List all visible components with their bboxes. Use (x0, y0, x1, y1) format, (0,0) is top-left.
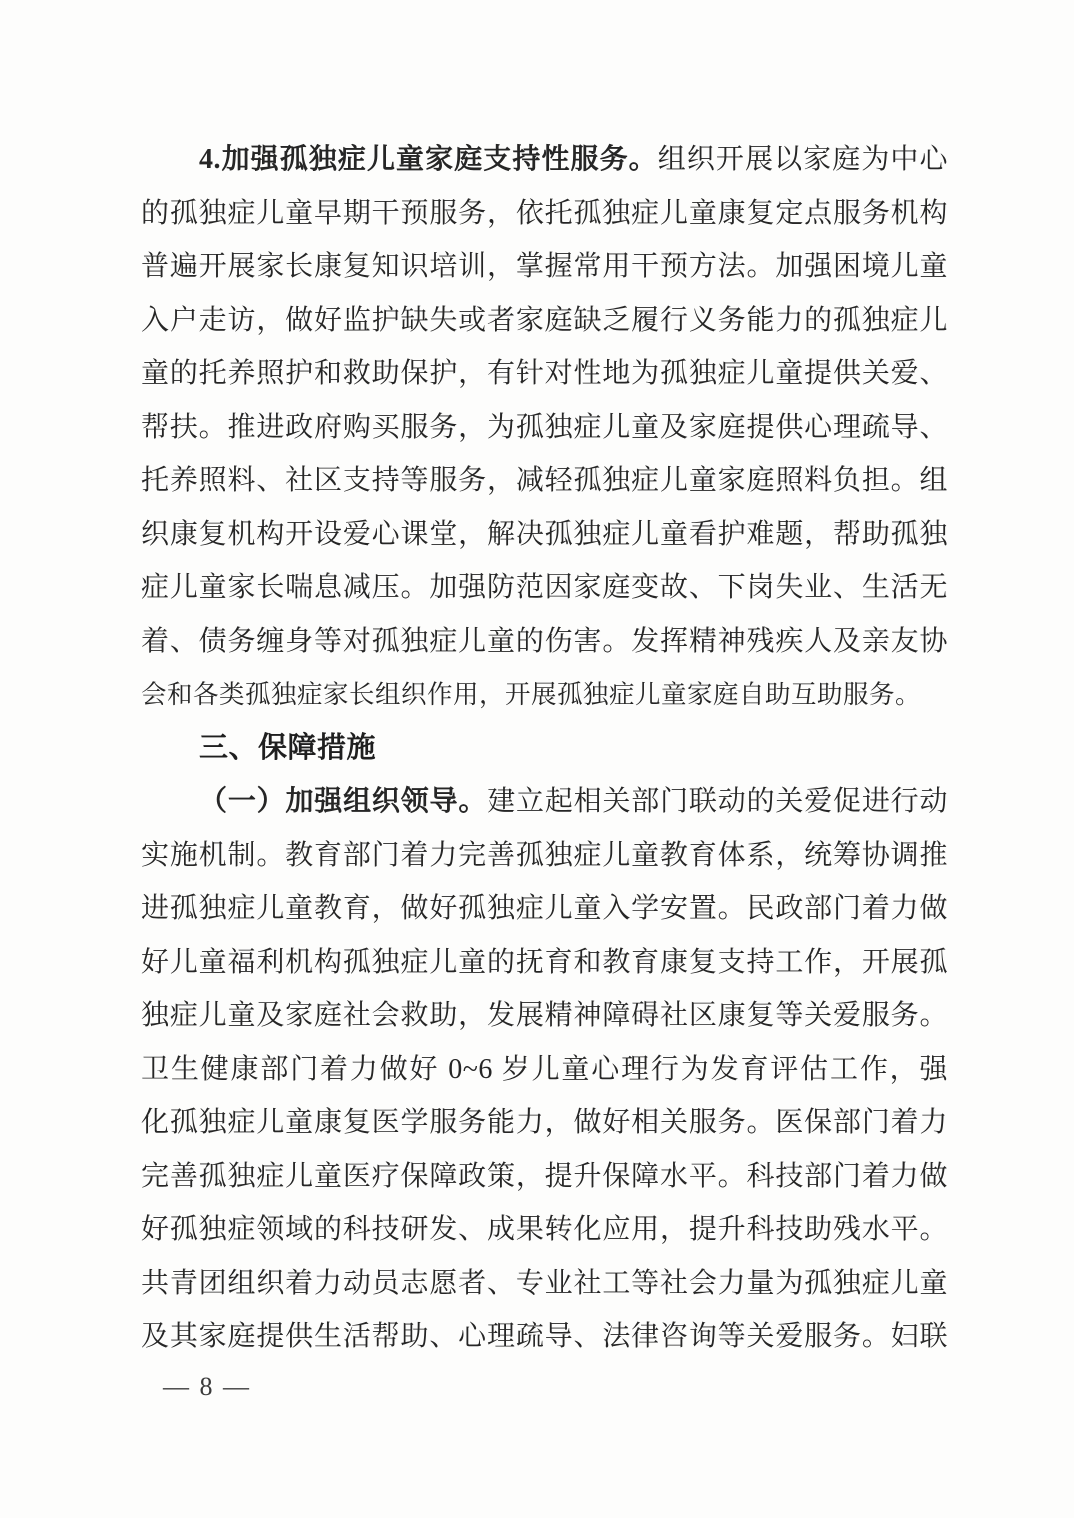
paragraph-one-line-9: 好孤独症领域的科技研发、成果转化应用，提升科技助残水平。 (141, 1214, 948, 1245)
paragraph-one-line-4: 好儿童福利机构孤独症儿童的抚育和教育康复支持工作，开展孤 (141, 946, 948, 978)
paragraph-one-line-1-rest: 建立起相关部门联动的关爱促进行动 (487, 786, 948, 817)
paragraph4-line-11: 会和各类孤独症家长组织作用，开展孤独症儿童家庭自助互助服务。 (141, 680, 922, 709)
paragraph-one-line-11: 及其家庭提供生活帮助、心理疏导、法律咨询等关爱服务。妇联 (141, 1321, 948, 1352)
paragraph4-line-9: 症儿童家长喘息减压。加强防范因家庭变故、下岗失业、生活无 (141, 572, 948, 603)
paragraph4-line-5: 童的托养照护和救助保护，有针对性地为孤独症儿童提供关爱、 (141, 358, 948, 389)
paragraph4-line-6: 帮扶。推进政府购买服务，为孤独症儿童及家庭提供心理疏导、 (141, 411, 948, 443)
paragraph4-line-10: 着、债务缠身等对孤独症儿童的伤害。发挥精神残疾人及亲友协 (141, 625, 948, 657)
paragraph4-line-4: 入户走访，做好监护缺失或者家庭缺乏履行义务能力的孤独症儿 (141, 304, 948, 336)
section-heading-safeguard-measures: 三、保障措施 (199, 731, 377, 764)
paragraph4-line-1 (141, 133, 948, 187)
document-body (141, 133, 948, 1364)
page-number: — 8 — (163, 1372, 251, 1401)
paragraph4-line-3: 普遍开展家长康复知识培训，掌握常用干预方法。加强困境儿童 (141, 251, 948, 282)
paragraph-one-line-5: 独症儿童及家庭社会救助，发展精神障碍社区康复等关爱服务。 (141, 1000, 948, 1031)
paragraph4-bold-lead: 4.加强孤独症儿童家庭支持性服务。 (199, 144, 658, 175)
paragraph4-line-1-rest: 组织开展以家庭为中心 (657, 144, 948, 175)
paragraph-one-lead: （一）加强组织领导。 (199, 786, 488, 817)
paragraph-one-line-1 (141, 775, 948, 829)
paragraph-one-line-6: 卫生健康部门着力做好 0~6 岁儿童心理行为发育评估工作，强 (141, 1053, 948, 1085)
paragraph4-line-8: 织康复机构开设爱心课堂，解决孤独症儿童看护难题，帮助孤独 (141, 518, 948, 550)
paragraph-one-line-10: 共青团组织着力动员志愿者、专业社工等社会力量为孤独症儿童 (141, 1267, 948, 1299)
paragraph-one-line-8: 完善孤独症儿童医疗保障政策，提升保障水平。科技部门着力做 (141, 1160, 948, 1192)
paragraph-one-line-2: 实施机制。教育部门着力完善孤独症儿童教育体系，统筹协调推 (141, 839, 948, 871)
paragraph4-line-7: 托养照料、社区支持等服务，减轻孤独症儿童家庭照料负担。组 (141, 465, 948, 496)
paragraph4-line-2: 的孤独症儿童早期干预服务，依托孤独症儿童康复定点服务机构 (141, 197, 948, 229)
paragraph-one-line-3: 进孤独症儿童教育，做好孤独症儿童入学安置。民政部门着力做 (141, 893, 948, 924)
paragraph-one-line-7: 化孤独症儿童康复医学服务能力，做好相关服务。医保部门着力 (141, 1107, 948, 1138)
